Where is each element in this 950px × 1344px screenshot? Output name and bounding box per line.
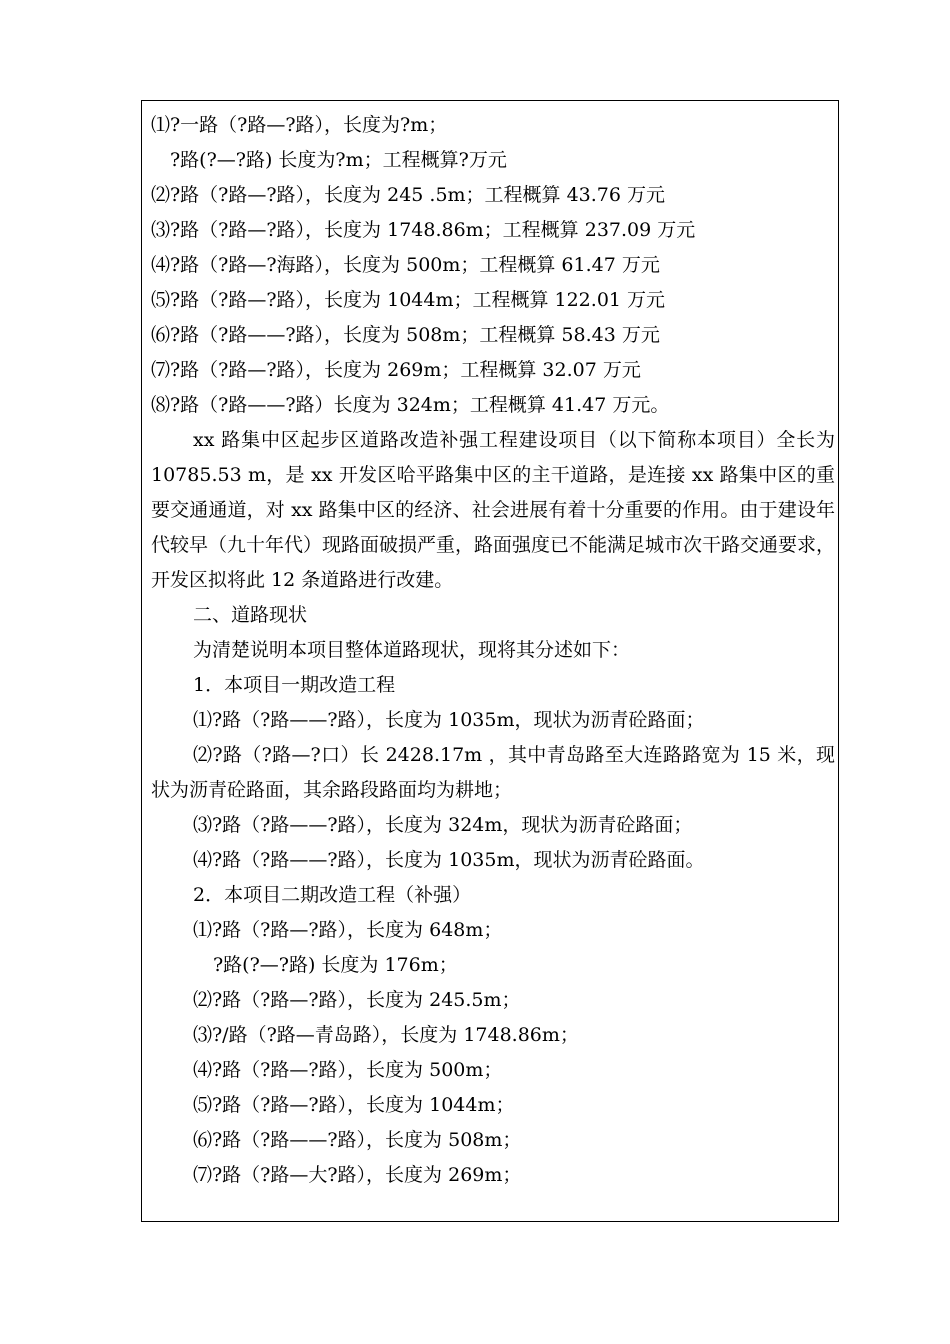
cost-list-item: ⑵?路（?路—?路），长度为 245 .5m；工程概算 43.76 万元	[151, 184, 666, 206]
status-item: ⑴?路（?路——?路），长度为 1035m，现状为沥青砼路面；	[193, 709, 705, 731]
phase-one-cost-list	[151, 108, 835, 423]
document-frame	[141, 100, 839, 1222]
section-two-heading: 二、道路现状	[193, 604, 308, 626]
cost-list-item: ⑴?一路（?路—?路），长度为?m；	[151, 114, 448, 136]
phase-two-length-list	[151, 913, 835, 1193]
cost-list-item: ⑺?路（?路—?路），长度为 269m；工程概算 32.07 万元	[151, 359, 641, 381]
length-list-item: ⑸?路（?路—?路），长度为 1044m；	[193, 1094, 515, 1116]
section-two-intro: 为清楚说明本项目整体道路现状，现将其分述如下：	[193, 639, 631, 661]
intro-paragraph: xx 路集中区起步区道路改造补强工程建设项目（以下简称本项目）全长为 10785.53 m，是 xx 开发区哈平路集中区的主干道路，是连接 xx 路集中区的重要交通通道，对 xx 路集中区的经济、社会进展有着十分重要的作用。由于建设年代较早（九十年代）现路面破损严重，路面强度已不能满足城市次干路交通要求，开发区拟将此 12 条道路进行改建。	[151, 429, 836, 591]
cost-list-item: ⑹?路（?路——?路），长度为 508m；工程概算 58.43 万元	[151, 324, 660, 346]
length-list-item: ⑺?路（?路—大?路），长度为 269m；	[193, 1164, 522, 1186]
sub-heading-phase-one: 1．本项目一期改造工程	[193, 674, 396, 696]
status-list	[151, 808, 835, 878]
sub-heading-phase-two: 2．本项目二期改造工程（补强）	[193, 884, 472, 906]
status-item: ⑷?路（?路——?路），长度为 1035m，现状为沥青砼路面。	[193, 849, 705, 871]
cost-list-item: ⑷?路（?路—?海路），长度为 500m；工程概算 61.47 万元	[151, 254, 660, 276]
length-list-item: ⑹?路（?路——?路），长度为 508m；	[193, 1129, 522, 1151]
status-item: ⑵?路（?路—?口）长 2428.17m ，其中青岛路至大连路路宽为 15 米，现状为沥青砼路面，其余路段路面均为耕地；	[151, 744, 835, 801]
cost-list-item: ⑶?路（?路—?路），长度为 1748.86m；工程概算 237.09 万元	[151, 219, 696, 241]
length-list-item: ?路(?—?路) 长度为 176m；	[213, 954, 458, 976]
length-list-item: ⑵?路（?路—?路），长度为 245.5m；	[193, 989, 521, 1011]
length-list-item: ⑷?路（?路—?路），长度为 500m；	[193, 1059, 503, 1081]
cost-list-item: ?路(?—?路) 长度为?m；工程概算?万元	[170, 149, 507, 171]
document-content	[151, 108, 835, 1193]
length-list-item: ⑴?路（?路—?路），长度为 648m；	[193, 919, 503, 941]
length-list-item: ⑶?/路（?路—青岛路），长度为 1748.86m；	[193, 1024, 579, 1046]
cost-list-item: ⑻?路（?路——?路）长度为 324m；工程概算 41.47 万元。	[151, 394, 670, 416]
cost-list-item: ⑸?路（?路—?路），长度为 1044m；工程概算 122.01 万元	[151, 289, 666, 311]
status-item: ⑶?路（?路——?路），长度为 324m，现状为沥青砼路面；	[193, 814, 693, 836]
